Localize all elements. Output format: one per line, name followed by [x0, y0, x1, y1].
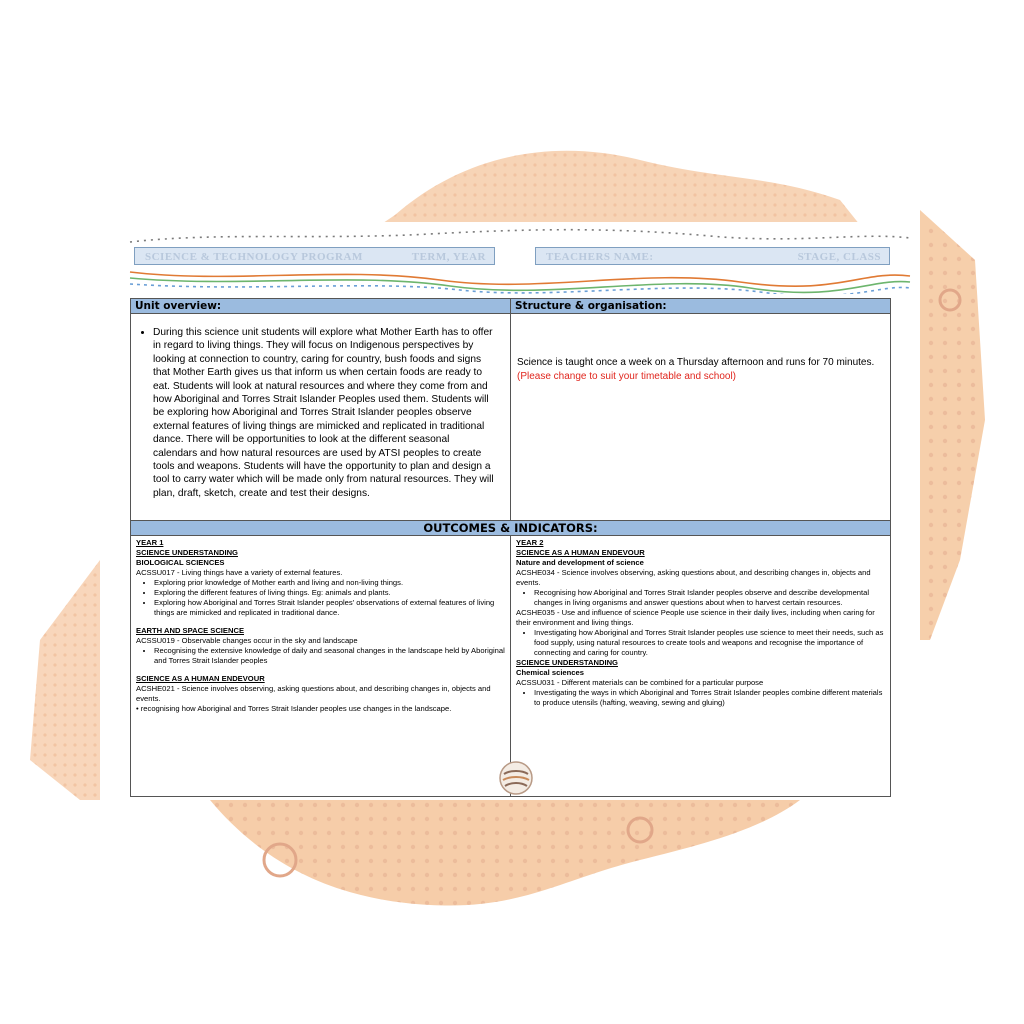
year1-section3-code: ACSHE021 - Science involves observing, asking questions about, and describing changes in, objects and events.	[136, 684, 491, 703]
year2-section1-code: ACSHE034 - Science involves observing, asking questions about, and describing changes in, objects and events.	[516, 568, 871, 587]
teacher-name: TEACHERS NAME:	[546, 251, 654, 263]
program-table	[130, 298, 891, 797]
year1-section3-title: SCIENCE AS A HUMAN ENDEVOUR	[136, 674, 265, 683]
program-term-label	[134, 247, 495, 265]
program-title: SCIENCE & TECHNOLOGY PROGRAM	[145, 251, 363, 263]
year1-section2-title: EARTH AND SPACE SCIENCE	[136, 626, 245, 635]
outcomes-heading: OUTCOMES & INDICATORS:	[131, 521, 891, 536]
year2-section2-sub: Chemical sciences	[516, 668, 584, 677]
program-sheet	[100, 222, 920, 800]
year2-label: YEAR 2	[516, 538, 544, 547]
list-item: • Recognising the extensive knowledge of daily and seasonal changes in the landscape held by Aboriginal and Torres Strait Islander peoples	[154, 646, 505, 666]
year1-outcomes	[131, 536, 511, 797]
structure-text: Science is taught once a week on a Thursday afternoon and runs for 70 minutes.	[517, 357, 875, 368]
circle-logo-icon	[498, 760, 534, 796]
list-item: • Exploring the different features of living things. Eg: animals and plants.	[154, 588, 505, 598]
structure-cell	[511, 314, 891, 521]
list-item: • Recognising how Aboriginal and Torres Strait Islander peoples observe and describe developmental changes in living organisms and answer questions about when to harvest certain resources.	[534, 588, 885, 608]
year2-section1-title: SCIENCE AS A HUMAN ENDEVOUR	[516, 548, 645, 557]
unit-overview-heading: Unit overview:	[131, 299, 511, 314]
year1-section1-title: SCIENCE UNDERSTANDING	[136, 548, 238, 557]
year2-section1-code2: ACSHE035 - Use and influence of science People use science in their daily lives, including when caring for their environment and living things.	[516, 608, 875, 627]
stage-class: STAGE, CLASS	[797, 251, 881, 263]
year1-section2-code: ACSSU019 - Observable changes occur in the sky and landscape	[136, 636, 358, 645]
year2-section2-title: SCIENCE UNDERSTANDING	[516, 658, 618, 667]
year2-section2-code: ACSSU031 - Different materials can be combined for a particular purpose	[516, 678, 764, 687]
unit-overview-cell	[131, 314, 511, 521]
list-item: • Exploring how Aboriginal and Torres Strait Islander peoples' observations of external features of living things are mimicked and replicated in traditional dance.	[154, 598, 505, 618]
year1-label: YEAR 1	[136, 538, 164, 547]
structure-heading: Structure & organisation:	[511, 299, 891, 314]
list-item: • Investigating the ways in which Aboriginal and Torres Strait Islander peoples combine different materials to produce utensils (hafting, weaving, sewing and gluing)	[534, 688, 885, 708]
year1-section1-sub: BIOLOGICAL SCIENCES	[136, 558, 225, 567]
structure-note: (Please change to suit your timetable and school)	[517, 371, 737, 382]
year2-outcomes	[511, 536, 891, 797]
teacher-stage-label	[535, 247, 890, 265]
unit-overview-text: • During this science unit students will explore what Mother Earth has to offer in regard to living things. They will focus on Indigenous perspectives by looking at connection to country, caring for country, bush foods and signs that Mother Earth gives us that inform us when certain foods are ready to eat. Students will look at natural resources and where they come from and how Aboriginal and Torres Strait Islander Peoples used them. Students will be exploring how Aboriginal and Torres Strait Islander peoples observe external features of living things are mimicked and replicated in traditional dance. There will be opportunities to look at the different seasonal calendars and how natural resources are used by ATSI peoples to create tools and weapons. Students will have the opportunity to plan and design a tool to carry water which will be made only from natural resources. They will plan, draft, sketch, create and test their designs.	[153, 326, 496, 500]
year2-section1-sub: Nature and development of science	[516, 558, 644, 567]
year1-section3-note: • recognising how Aboriginal and Torres Strait Islander peoples use changes in the landscape.	[136, 704, 452, 713]
term-year: TERM, YEAR	[411, 251, 486, 263]
list-item: • Exploring prior knowledge of Mother earth and living and non-living things.	[154, 578, 505, 588]
year1-section1-code: ACSSU017 - Living things have a variety of external features.	[136, 568, 343, 577]
list-item: • Investigating how Aboriginal and Torres Strait Islander peoples use science to meet their needs, such as food supply, using natural resources to create tools and weapons and recognise the importance of connecting and caring for country.	[534, 628, 885, 658]
